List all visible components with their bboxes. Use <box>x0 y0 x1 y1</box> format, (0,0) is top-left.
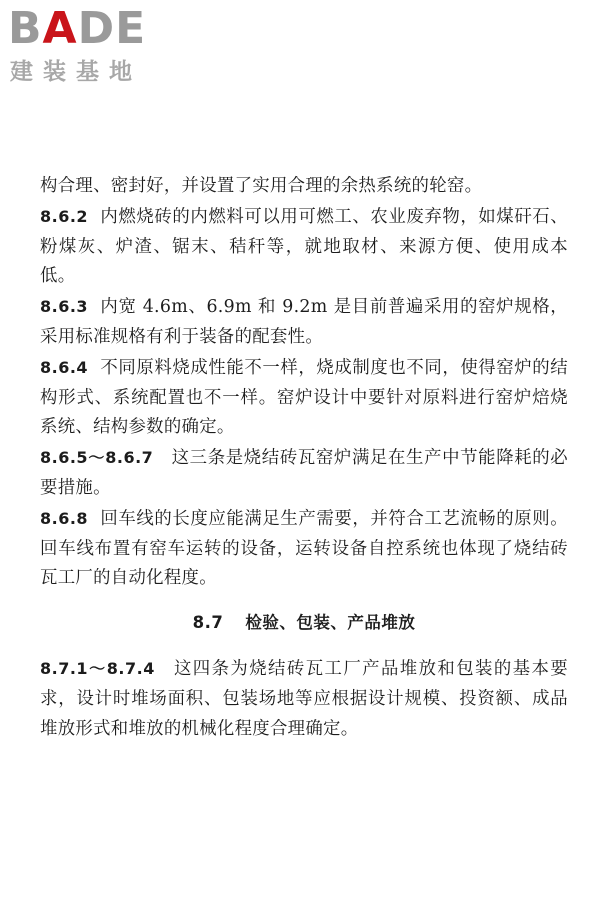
clause-text: 内宽 4.6m、6.9m 和 9.2m 是目前普遍采用的窑炉规格，采用标准规格有利于装备的配套性。 <box>40 297 568 347</box>
logo-letter-a-accent: A <box>42 3 78 54</box>
clause-text: 回车线的长度应能满足生产需要，并符合工艺流畅的原则。回车线布置有窑车运转的设备，运转设备自控系统也体现了烧结砖瓦工厂的自动化程度。 <box>40 508 568 589</box>
paragraph-continuation <box>40 172 568 202</box>
logo-letter-b: B <box>8 3 43 54</box>
paragraph-text: 构合理、密封好，并设置了实用合理的余热系统的轮窑。 <box>40 176 483 196</box>
logo-letters-de: DE <box>77 3 147 54</box>
clause-number: 8.6.5～8.6.7 <box>40 448 154 468</box>
clause-number: 8.6.4 <box>40 357 89 377</box>
clause-text: 不同原料烧成性能不一样，烧成制度也不同，使得窑炉的结构形式、系统配置也不一样。窑炉设计中要针对原料进行窑炉焙烧系统、结构参数的确定。 <box>40 357 568 438</box>
section-heading <box>40 612 568 634</box>
clause-text: 这三条是烧结砖瓦窑炉满足在生产中节能降耗的必要措施。 <box>40 448 568 498</box>
bade-logo <box>8 4 178 90</box>
clause-number: 8.6.3 <box>40 297 89 317</box>
clause-number: 8.7.1～8.7.4 <box>40 659 155 679</box>
clause-text: 内燃烧砖的内燃料可以用可燃工、农业废弃物，如煤矸石、粉煤灰、炉渣、锯末、秸秆等，就地取材、来源方便、使用成本低。 <box>40 206 568 287</box>
clause-8-6-2 <box>40 202 568 292</box>
section-number: 8.7 <box>192 613 224 633</box>
clause-number: 8.6.8 <box>40 508 89 528</box>
section-title: 检验、包装、产品堆放 <box>245 613 416 633</box>
clause-text: 这四条为烧结砖瓦工厂产品堆放和包装的基本要求，设计时堆场面积、包装场地等应根据设计规模、投资额、成品堆放形式和堆放的机械化程度合理确定。 <box>40 659 568 739</box>
logo-wordmark <box>8 4 146 54</box>
clause-8-6-3 <box>40 292 568 353</box>
clause-number: 8.6.2 <box>40 206 89 226</box>
document-body <box>40 172 568 745</box>
clause-8-6-8 <box>40 504 568 594</box>
clause-8-6-5-to-8-6-7 <box>40 443 568 504</box>
logo-subtitle: 建装基地 <box>10 59 142 85</box>
clause-8-7-1-to-8-7-4 <box>40 654 568 744</box>
clause-8-6-4 <box>40 353 568 443</box>
